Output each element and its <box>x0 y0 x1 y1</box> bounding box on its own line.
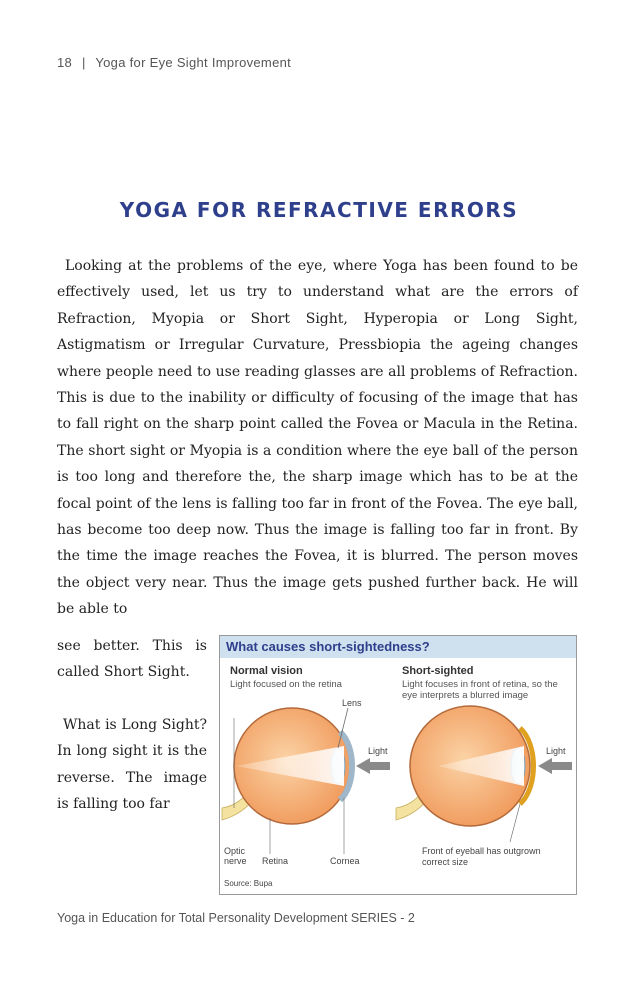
eye-diagram-figure <box>219 635 577 895</box>
retina-label: Retina <box>262 856 289 866</box>
outgrown-label-1: Front of eyeball has outgrown <box>422 846 541 856</box>
normal-eye-illustration <box>222 698 390 866</box>
outgrown-label-2: correct size <box>422 857 469 867</box>
running-header <box>57 55 291 70</box>
lens-label: Lens <box>342 698 362 708</box>
side-paragraph-1: see better. This is called Short Sight. <box>57 638 207 681</box>
figure-source: Source: Bupa <box>224 879 273 888</box>
normal-vision-caption: Light focused on the retina <box>230 679 342 690</box>
optic-nerve-label-1: Optic <box>224 846 246 856</box>
book-title: Yoga for Eye Sight Improvement <box>95 55 292 70</box>
light-label-right: Light <box>546 746 566 756</box>
optic-nerve-label-2: nerve <box>224 856 247 866</box>
running-footer: Yoga in Education for Total Personality Development SERIES - 2 <box>57 911 415 925</box>
short-sighted-eye-illustration <box>396 706 572 867</box>
section-title: YOGA FOR REFRACTIVE ERRORS <box>119 198 519 222</box>
side-paragraph-2: What is Long Sight? In long sight it is the reverse. The image is falling too far <box>57 716 207 813</box>
cornea-label: Cornea <box>330 856 360 866</box>
main-paragraph: Looking at the problems of the eye, where Yoga has been found to be effectively used, let us try to understand what are the errors of Refraction, Myopia or Short Sight, Hyperopia or Long Sight, Astigmatism or Irregular Curvature, Pressbiopia the ageing changes where people need to use reading glasses are all problems of Refraction. This is due to the inability or difficulty of focusing of the image that has to fall right on the sharp point called the Fovea or Macula in the Retina. The short sight or Myopia is a condition where the eye ball of the person is too long and therefore the, the sharp image which has to be at the focal point of the lens is falling too far in front of the Fovea. The eye ball, has become too deep now. Thus the image is falling too far in front. By the time the image reaches the Fovea, it is blurred. The person moves the object very near. Thus the image gets pushed further back. He will be able to <box>57 258 578 618</box>
light-label-left: Light <box>368 746 388 756</box>
eye-diagram <box>220 658 576 894</box>
short-sighted-caption-1: Light focuses in front of retina, so the <box>402 679 558 690</box>
header-separator: | <box>81 55 86 70</box>
short-sighted-heading: Short-sighted <box>402 665 474 677</box>
figure-title: What causes short-sightedness? <box>220 636 576 658</box>
short-sighted-caption-2: eye interprets a blurred image <box>402 690 529 701</box>
page-number: 18 <box>57 55 73 70</box>
normal-vision-heading: Normal vision <box>230 665 303 677</box>
light-arrow-right <box>538 758 572 774</box>
side-column <box>57 633 207 817</box>
light-arrow-left <box>356 758 390 774</box>
